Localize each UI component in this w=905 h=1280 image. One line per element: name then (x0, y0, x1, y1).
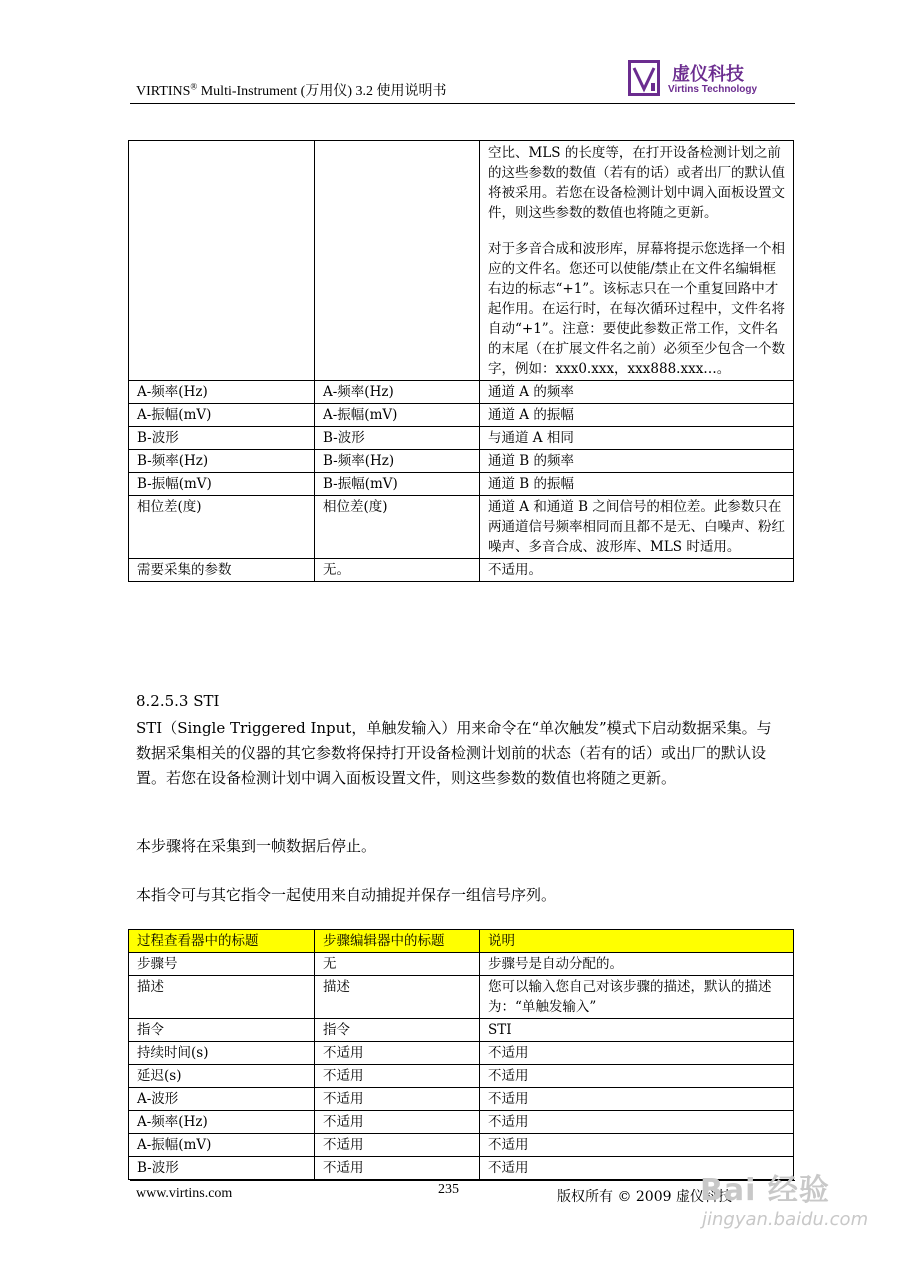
table-cell: 您可以输入您自己对该步骤的描述，默认的描述为：“单触发输入” (480, 976, 794, 1019)
table-cell (480, 141, 794, 381)
section-heading: 8.2.5.3 STI (136, 692, 220, 710)
table-cell: B-波形 (315, 427, 480, 450)
table-cell: 通道 B 的振幅 (480, 473, 794, 496)
body-paragraph: STI（Single Triggered Input，单触发输入）用来命令在“单次触发”模式下启动数据采集。与数据采集相关的仪器的其它参数将保持打开设备检测计划前的状态（若有的话）或出厂的默认设置。若您在设备检测计划中调入面板设置文件，则这些参数的数值也将随之更新。 (136, 719, 772, 787)
sti-parameter-table (128, 929, 794, 1180)
logo-english-name: Virtins Technology (668, 84, 758, 95)
table-header-row (129, 930, 794, 953)
table-cell: 步骤号是自动分配的。 (480, 953, 794, 976)
table-cell (315, 141, 480, 381)
table-cell: 指令 (129, 1019, 315, 1042)
table-cell: 需要采集的参数 (129, 559, 315, 582)
table-cell: 描述 (129, 976, 315, 1019)
footer-copyright: 版权所有 © 2009 虚仪科技 (557, 1189, 732, 1205)
header-divider (130, 103, 795, 104)
table-cell: A-频率(Hz) (315, 381, 480, 404)
table-cell: B-波形 (129, 1157, 315, 1180)
table-cell: 不适用。 (480, 559, 794, 582)
table-cell: 与通道 A 相同 (480, 427, 794, 450)
table-cell: 不适用 (480, 1042, 794, 1065)
table-cell: 不适用 (315, 1065, 480, 1088)
body-paragraph: 本步骤将在采集到一帧数据后停止。 (136, 837, 377, 855)
baidu-watermark (700, 1165, 869, 1230)
table-cell: B-频率(Hz) (129, 450, 315, 473)
watermark-brand: Bai 经验 (700, 1173, 830, 1208)
table-row (129, 1157, 794, 1180)
company-logo (628, 60, 768, 100)
table-cell: B-振幅(mV) (315, 473, 480, 496)
table-row (129, 450, 794, 473)
table-cell: 不适用 (315, 1157, 480, 1180)
footer-website: www.virtins.com (136, 1186, 233, 1201)
page-number: 235 (438, 1182, 459, 1197)
table-cell: 步骤号 (129, 953, 315, 976)
table-cell: 不适用 (315, 1134, 480, 1157)
table-row (129, 141, 794, 381)
column-header: 说明 (480, 930, 794, 953)
table-cell: A-波形 (129, 1088, 315, 1111)
table-cell: A-频率(Hz) (129, 381, 315, 404)
table-cell: 不适用 (480, 1157, 794, 1180)
table-row (129, 1134, 794, 1157)
cell-paragraph: 空比、MLS 的长度等，在打开设备检测计划之前的这些参数的数值（若有的话）或者出厂的默认值将被采用。若您在设备检测计划中调入面板设置文件，则这些参数的数值也将随之更新。 (488, 145, 785, 221)
logo-chinese-name: 虚仪科技 (672, 64, 744, 85)
table-cell: 通道 A 和通道 B 之间信号的相位差。此参数只在两通道信号频率相同而且都不是无、白噪声、粉红噪声、多音合成、波形库、MLS 时适用。 (480, 496, 794, 559)
table-cell: 不适用 (315, 1111, 480, 1134)
table-cell: 通道 A 的频率 (480, 381, 794, 404)
table-row (129, 976, 794, 1019)
column-header: 步骤编辑器中的标题 (315, 930, 480, 953)
table-cell: 指令 (315, 1019, 480, 1042)
table-row (129, 953, 794, 976)
table-cell: 通道 A 的振幅 (480, 404, 794, 427)
table-cell: A-振幅(mV) (129, 404, 315, 427)
table-cell: 相位差(度) (129, 496, 315, 559)
table-cell (129, 141, 315, 381)
parameter-table-continued (128, 140, 794, 582)
table-cell: 无。 (315, 559, 480, 582)
footer-divider (130, 1180, 795, 1181)
table-row (129, 1088, 794, 1111)
table-cell: B-振幅(mV) (129, 473, 315, 496)
table-cell: 无 (315, 953, 480, 976)
table-row (129, 496, 794, 559)
logo-mark-icon (628, 60, 660, 96)
table-cell: 不适用 (480, 1134, 794, 1157)
document-header-title: VIRTINS® Multi-Instrument (万用仪) 3.2 使用说明书 (136, 81, 447, 99)
table-cell: 不适用 (480, 1065, 794, 1088)
column-header: 过程查看器中的标题 (129, 930, 315, 953)
table-row (129, 381, 794, 404)
table-row (129, 473, 794, 496)
table-cell: A-振幅(mV) (129, 1134, 315, 1157)
table-row (129, 404, 794, 427)
cell-paragraph: 对于多音合成和波形库，屏幕将提示您选择一个相应的文件名。您还可以使能/禁止在文件名编辑框右边的标志“+1”。该标志只在一个重复回路中才起作用。在运行时，在每次循环过程中，文件名将自动“+1”。注意：要使此参数正常工作，文件名的末尾（在扩展文件名之前）必须至少包含一个数字，例如：xxx0.xxx，xxx888.xxx…。 (488, 241, 785, 377)
table-cell: 不适用 (480, 1111, 794, 1134)
body-paragraph: 本指令可与其它指令一起使用来自动捕捉并保存一组信号序列。 (136, 886, 557, 904)
table-cell: STI (480, 1019, 794, 1042)
table-cell: 不适用 (315, 1042, 480, 1065)
table-row (129, 427, 794, 450)
table-cell: 延迟(s) (129, 1065, 315, 1088)
table-cell: 通道 B 的频率 (480, 450, 794, 473)
table-row (129, 1019, 794, 1042)
table-cell: 持续时间(s) (129, 1042, 315, 1065)
table-row (129, 1065, 794, 1088)
table-cell: 不适用 (480, 1088, 794, 1111)
table-cell: B-波形 (129, 427, 315, 450)
table-cell: 不适用 (315, 1088, 480, 1111)
watermark-url: jingyan.baidu.com (702, 1209, 869, 1230)
table-row (129, 1042, 794, 1065)
table-row (129, 1111, 794, 1134)
table-cell: A-振幅(mV) (315, 404, 480, 427)
table-cell: 相位差(度) (315, 496, 480, 559)
table-cell: A-频率(Hz) (129, 1111, 315, 1134)
table-cell: B-频率(Hz) (315, 450, 480, 473)
table-row (129, 559, 794, 582)
table-cell: 描述 (315, 976, 480, 1019)
